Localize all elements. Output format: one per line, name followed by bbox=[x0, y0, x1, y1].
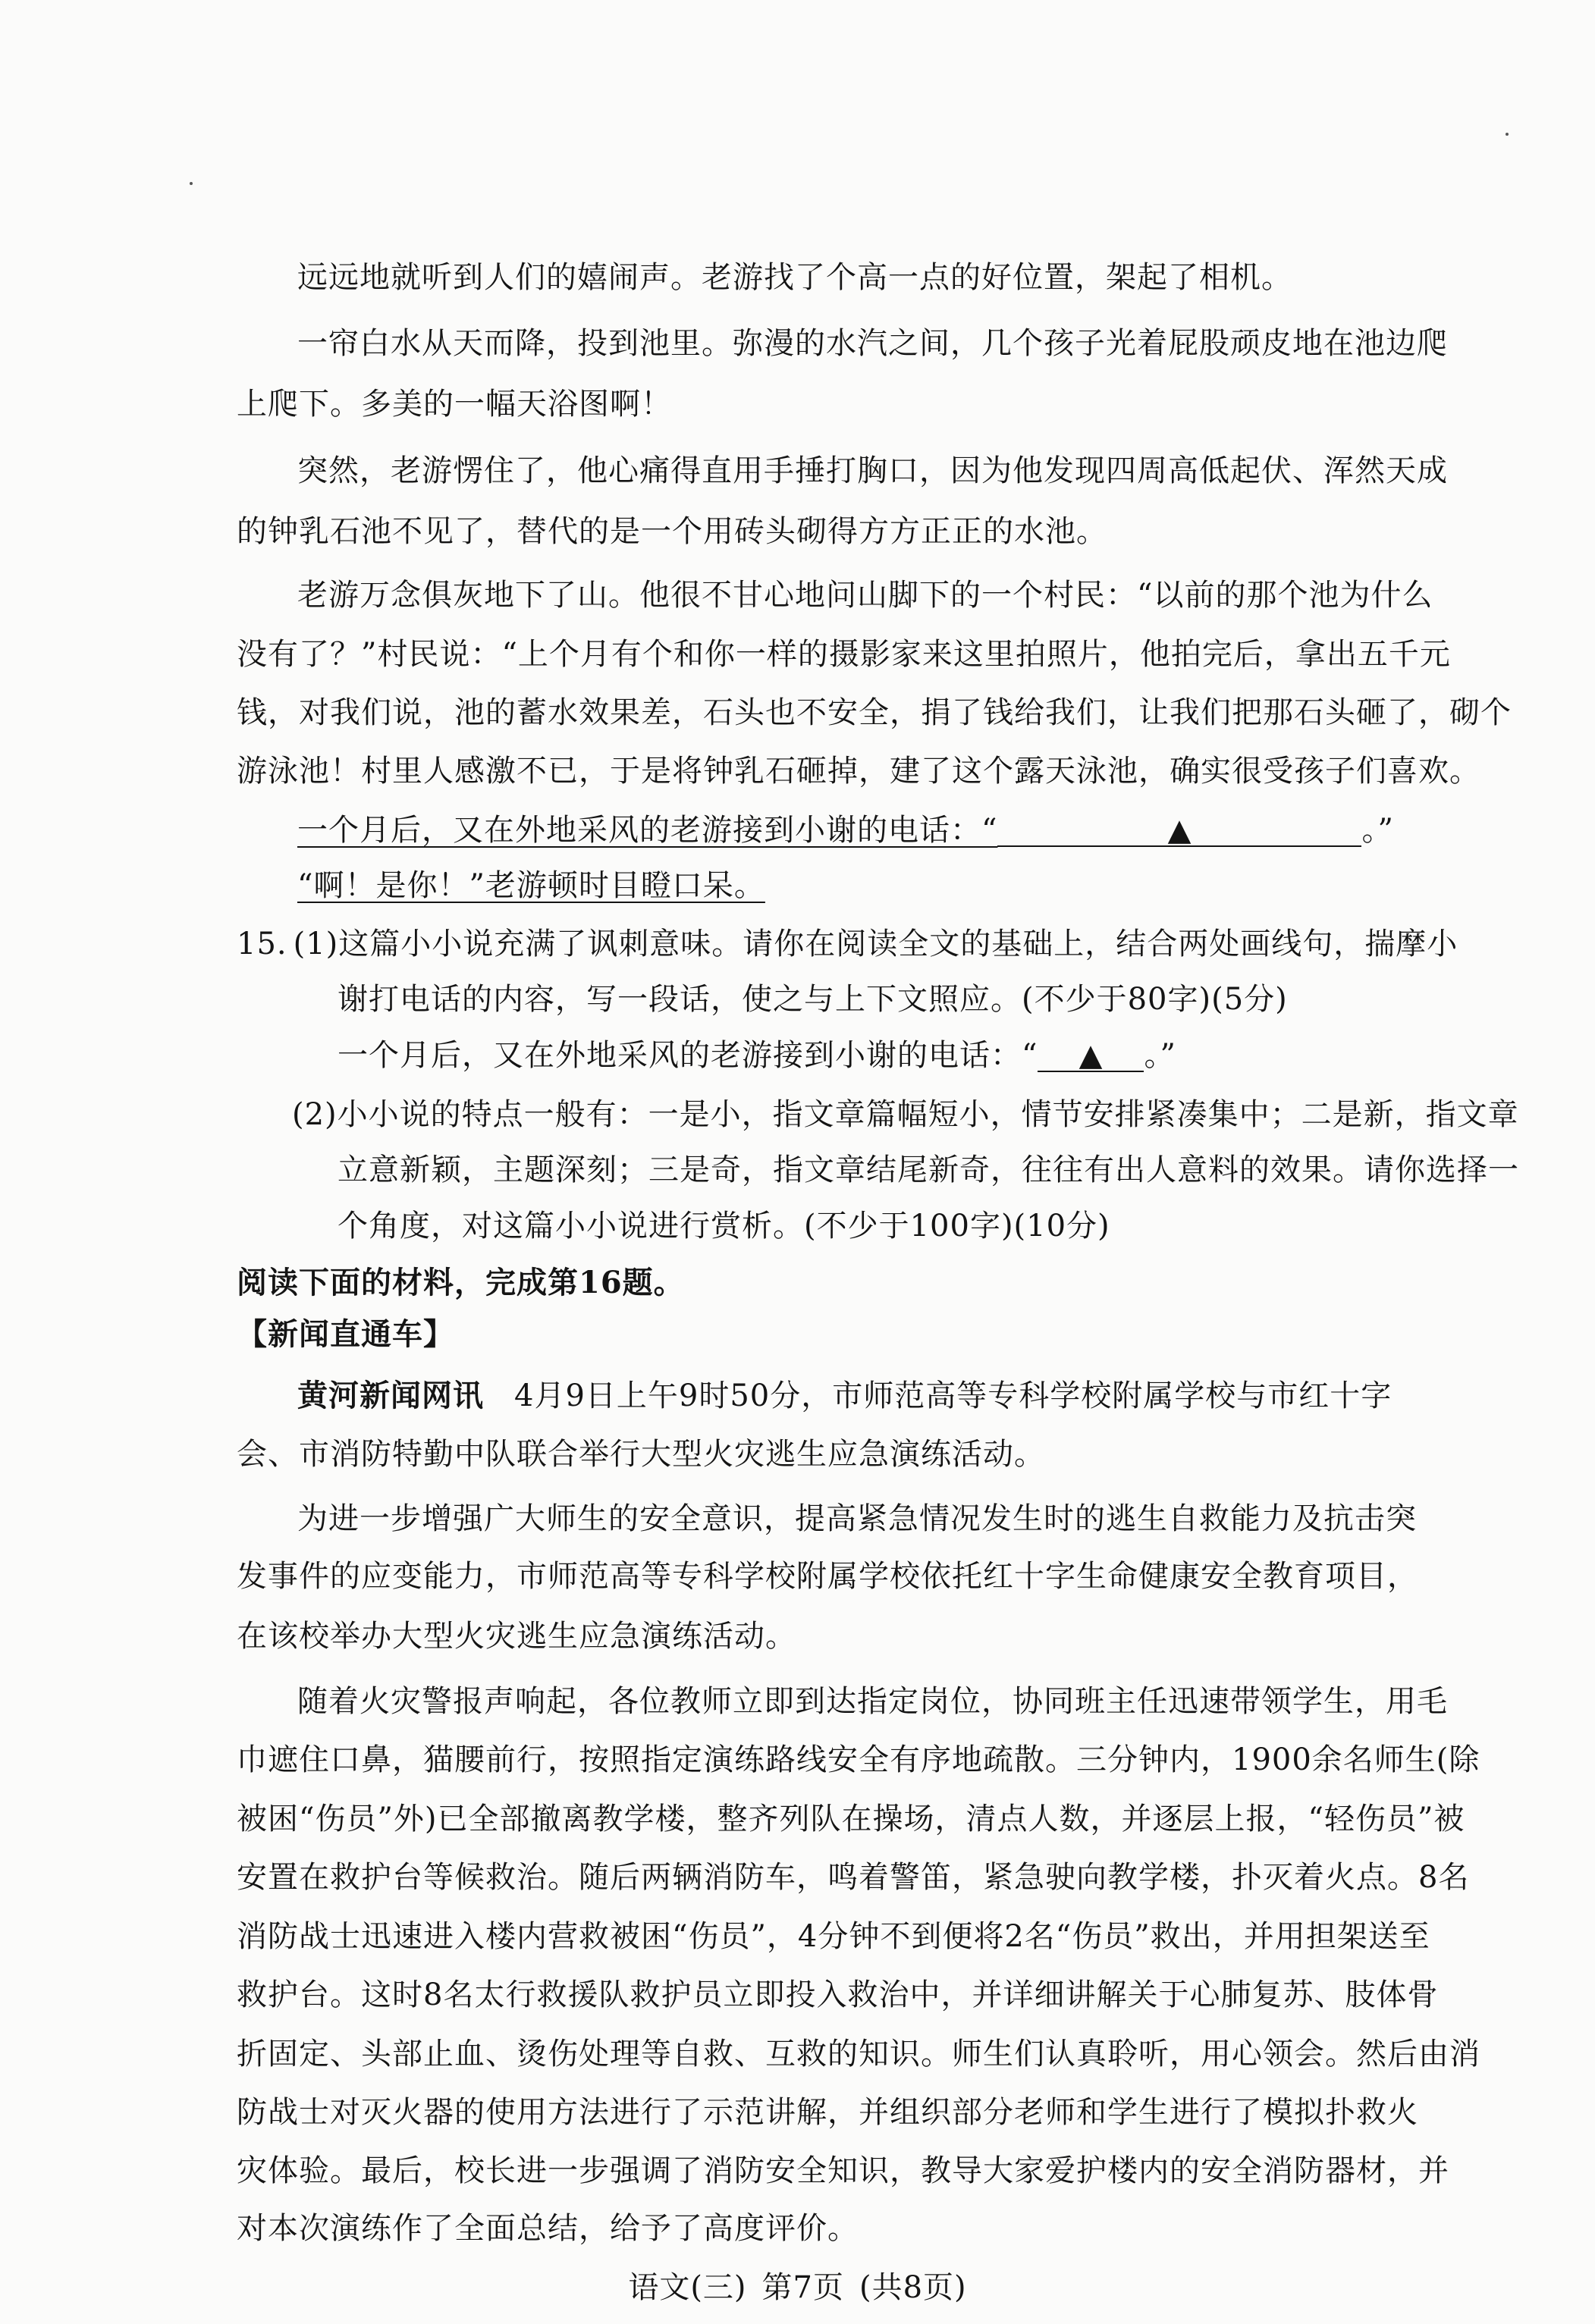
question-15-part-1-line-3 bbox=[338, 1037, 1176, 1074]
footer-subject: 语文(三) bbox=[628, 2270, 747, 2305]
story-paragraph-1: 远远地就听到人们的嬉闹声。老游找了个高一点的好位置，架起了相机。 bbox=[297, 260, 1292, 295]
underlined-sentence: 一个月后，又在外地采风的老游接到小谢的电话：“ bbox=[297, 812, 998, 848]
news-paragraph-3-line-4: 安置在救护台等候救治。随后两辆消防车，鸣着警笛，紧急驶向教学楼，扑灭着火点。8名 bbox=[237, 1860, 1470, 1896]
prompt-text: 一个月后，又在外地采风的老游接到小谢的电话：“ bbox=[338, 1038, 1038, 1074]
story-paragraph-4-line-4: 游泳池！村里人感激不已，于是将钟乳石砸掉，建了这个露天泳池，确实很受孩子们喜欢。 bbox=[237, 754, 1480, 789]
question-15-part-2-line-1: (2)小小说的特点一般有：一是小，指文章篇幅短小，情节安排紧凑集中；二是新，指文章 bbox=[292, 1096, 1519, 1132]
news-paragraph-3-line-5: 消防战士迅速进入楼内营救被困“伤员”，4分钟不到便将2名“伤员”救出，并用担架送至 bbox=[237, 1918, 1430, 1954]
news-paragraph-3-line-8: 防战士对灭火器的使用方法进行了示范讲解，并组织部分老师和学生进行了模拟扑救火 bbox=[237, 2095, 1418, 2131]
story-paragraph-4-line-3: 钱，对我们说，池的蓄水效果差，石头也不安全，捐了钱给我们，让我们把那石头砸了，砌个 bbox=[237, 695, 1512, 731]
instruction-16: 阅读下面的材料，完成第16题。 bbox=[237, 1265, 685, 1301]
answer-blank: ▲ bbox=[1038, 1040, 1144, 1072]
news-paragraph-3-line-9: 灾体验。最后，校长进一步强调了消防安全知识，教导大家爱护楼内的安全消防器材，并 bbox=[237, 2153, 1449, 2189]
news-lead-text: 4月9日上午9时50分，市师范高等专科学校附属学校与市红十字 bbox=[514, 1378, 1392, 1414]
news-paragraph-2-line-3: 在该校举办大型火灾逃生应急演练活动。 bbox=[237, 1618, 796, 1654]
story-paragraph-6-underlined: “啊！是你！”老游顿时目瞪口呆。 bbox=[297, 867, 765, 903]
news-paragraph-3-line-3: 被困“伤员”外)已全部撤离教学楼，整齐列队在操场，清点人数，并逐层上报，“轻伤员”被 bbox=[237, 1801, 1465, 1836]
scan-speck bbox=[1506, 133, 1509, 136]
quote-end: 。” bbox=[1361, 812, 1394, 848]
question-15-part-2-line-3: 个角度，对这篇小小说进行赏析。(不少于100字)(10分) bbox=[338, 1208, 1110, 1244]
news-paragraph-2-line-2: 发事件的应变能力，市师范高等专科学校附属学校依托红十字生命健康安全教育项目， bbox=[237, 1559, 1418, 1595]
question-15-part-2-line-2: 立意新颖，主题深刻；三是奇，指文章结尾新奇，往往有出人意料的效果。请你选择一 bbox=[338, 1153, 1519, 1188]
news-paragraph-2-line-1: 为进一步增强广大师生的安全意识，提高紧急情况发生时的逃生自救能力及抗击突 bbox=[297, 1501, 1417, 1536]
story-paragraph-3-line-1: 突然，老游愣住了，他心痛得直用手捶打胸口，因为他发现四周高低起伏、浑然天成 bbox=[297, 453, 1448, 488]
answer-blank: ▲ bbox=[997, 815, 1361, 847]
story-paragraph-2-line-2: 上爬下。多美的一幅天浴图啊！ bbox=[237, 387, 672, 422]
story-paragraph-4-line-1: 老游万念俱灰地下了山。他很不甘心地问山脚下的一个村民：“以前的那个池为什么 bbox=[297, 578, 1433, 613]
news-lead-line-2: 会、市消防特勤中队联合举行大型火灾逃生应急演练活动。 bbox=[237, 1436, 1045, 1472]
story-paragraph-2-line-1: 一帘白水从天而降，投到池里。弥漫的水汽之间，几个孩子光着屁股顽皮地在池边爬 bbox=[297, 326, 1448, 362]
story-paragraph-3-line-2: 的钟乳石池不见了，替代的是一个用砖头砌得方方正正的水池。 bbox=[237, 513, 1107, 549]
news-paragraph-3-line-6: 救护台。这时8名太行救援队救护员立即投入救治中，并详细讲解关于心肺复苏、肢体骨 bbox=[237, 1977, 1439, 2013]
news-source: 黄河新闻网讯 bbox=[297, 1378, 484, 1414]
page-footer bbox=[0, 2263, 1595, 2307]
news-paragraph-3-line-2: 巾遮住口鼻，猫腰前行，按照指定演练路线安全有序地疏散。三分钟内，1900余名师生(除 bbox=[237, 1742, 1480, 1778]
footer-total-pages: (共8页) bbox=[859, 2270, 967, 2305]
question-15-part-1-line-2: 谢打电话的内容，写一段话，使之与上下文照应。(不少于80字)(5分) bbox=[338, 981, 1288, 1017]
story-paragraph-4-line-2: 没有了？”村民说：“上个月有个和你一样的摄影家来这里拍照片，他拍完后，拿出五千元 bbox=[237, 636, 1451, 672]
story-paragraph-5 bbox=[297, 812, 1394, 848]
news-lead-line-1 bbox=[297, 1378, 1392, 1414]
quote-end: 。” bbox=[1144, 1038, 1176, 1074]
news-section-title: 【新闻直通车】 bbox=[237, 1316, 454, 1352]
footer-page-number: 第7页 bbox=[761, 2270, 844, 2305]
question-15 bbox=[237, 926, 1458, 962]
news-paragraph-3-line-1: 随着火灾警报声响起，各位教师立即到达指定岗位，协同班主任迅速带领学生，用毛 bbox=[297, 1683, 1448, 1719]
scan-speck bbox=[190, 182, 193, 185]
news-paragraph-3-line-10: 对本次演练作了全面总结，给予了高度评价。 bbox=[237, 2211, 859, 2246]
question-number: 15. bbox=[237, 926, 287, 961]
news-paragraph-3-line-7: 折固定、头部止血、烫伤处理等自救、互救的知识。师生们认真聆听，用心领会。然后由消 bbox=[237, 2036, 1480, 2072]
question-15-part-1-line-1: (1)这篇小小说充满了讽刺意味。请你在阅读全文的基础上，结合两处画线句，揣摩小 bbox=[293, 926, 1458, 961]
